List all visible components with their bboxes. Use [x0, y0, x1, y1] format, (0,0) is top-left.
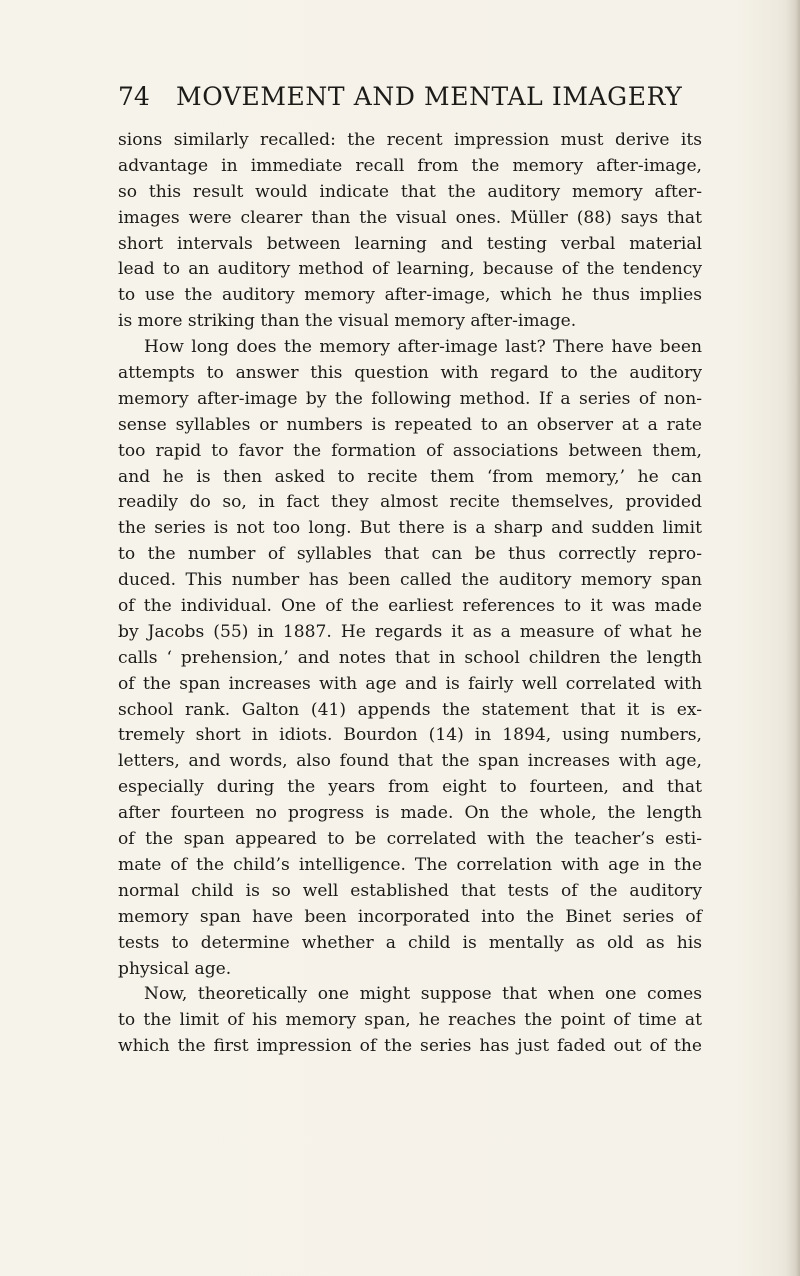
text-line: letters, and words, also found that the span increases with age, [118, 751, 702, 772]
text-line: short intervals between learning and testing verbal material [118, 233, 702, 254]
text-line: duced. This number has been called the auditory memory span [118, 570, 702, 591]
text-line: tremely short in idiots. Bourdon (14) in 1894, using numbers, [118, 725, 702, 746]
text-line: Now, theoretically one might suppose that when one comes [144, 984, 702, 1005]
text-line: sions similarly recalled: the recent impression must derive its [118, 130, 702, 150]
page-edge-shadow [786, 0, 800, 1276]
text-line: school rank. Galton (41) appends the statement that it is ex- [118, 699, 702, 720]
text-line: readily do so, in fact they almost recite themselves, provided [118, 492, 702, 513]
text-line: so this result would indicate that the auditory memory after- [118, 181, 702, 202]
text-line: How long does the memory after-image last? There have been [144, 337, 702, 358]
text-line: lead to an auditory method of learning, because of the tendency [118, 259, 702, 280]
text-line: the series is not too long. But there is a sharp and sudden limit [118, 518, 702, 539]
text-line: physical age. [118, 958, 232, 979]
text-line: memory span have been incorporated into the Binet series of [118, 906, 702, 927]
text-line: to the limit of his memory span, he reaches the point of time at [118, 1010, 702, 1031]
text-line: images were clearer than the visual ones. Müller (88) says that [118, 207, 702, 228]
page-header [118, 80, 686, 120]
text-line: to the number of syllables that can be thus correctly repro- [118, 544, 702, 565]
text-line: by Jacobs (55) in 1887. He regards it as a measure of what he [118, 621, 702, 642]
paragraph [118, 128, 702, 335]
text-line: especially during the years from eight to fourteen, and that [118, 777, 702, 798]
text-line: normal child is so well established that tests of the auditory [118, 880, 702, 901]
text-line: of the span increases with age and is fairly well correlated with [118, 673, 702, 694]
text-line: sense syllables or numbers is repeated to an observer at a rate [118, 414, 702, 435]
text-line: calls ‘ prehension,’ and notes that in school children the length [118, 647, 702, 668]
paragraph [118, 982, 702, 1060]
text-line: too rapid to favor the formation of associations between them, [118, 440, 702, 461]
text-line: advantage in immediate recall from the memory after-image, [118, 155, 702, 176]
text-line: memory after-image by the following method. If a series of non- [118, 388, 702, 409]
text-line: is more striking than the visual memory after-image. [118, 311, 577, 332]
text-line: attempts to answer this question with regard to the auditory [118, 363, 702, 384]
page-number: 74 [118, 82, 150, 111]
text-line: tests to determine whether a child is mentally as old as his [118, 932, 702, 953]
text-line: of the span appeared to be correlated with the teacher’s esti- [118, 829, 702, 850]
text-line: and he is then asked to recite them ‘from memory,’ he can [118, 466, 702, 487]
text-line: which the first impression of the series has just faded out of the [118, 1036, 702, 1057]
paragraph [118, 335, 702, 982]
text-line: mate of the child’s intelligence. The correlation with age in the [118, 854, 702, 875]
text-line: after fourteen no progress is made. On the whole, the length [118, 803, 702, 824]
body-text [118, 128, 702, 1060]
running-head: MOVEMENT AND MENTAL IMAGERY [176, 82, 683, 111]
text-line: of the individual. One of the earliest references to it was made [118, 596, 702, 617]
text-line: to use the auditory memory after-image, which he thus implies [118, 285, 702, 306]
